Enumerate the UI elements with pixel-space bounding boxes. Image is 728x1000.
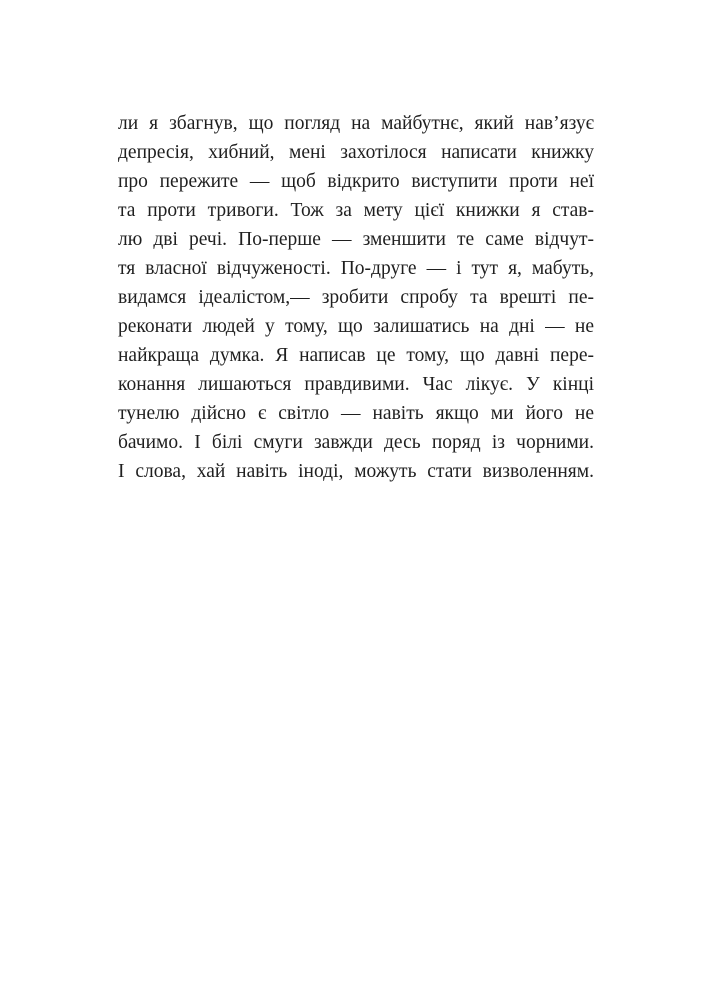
text-line: видамся ідеалістом,— зробити спробу та врешті пе- bbox=[118, 287, 594, 308]
text-line: депресія, хибний, мені захотілося написати книжку bbox=[118, 142, 594, 163]
text-line: ли я збагнув, що погляд на майбутнє, який нав’язує bbox=[118, 113, 594, 134]
text-line: І слова, хай навіть іноді, можуть стати визволенням. bbox=[118, 461, 594, 482]
text-line: бачимо. І білі смуги завжди десь поряд із чорними. bbox=[118, 432, 594, 453]
body-paragraph bbox=[118, 109, 594, 486]
text-line: та проти тривоги. Тож за мету цієї книжки я став- bbox=[118, 200, 594, 221]
text-line: найкраща думка. Я написав це тому, що давні пере- bbox=[118, 345, 594, 366]
text-line: лю дві речі. По-перше — зменшити те саме відчут- bbox=[118, 229, 594, 250]
text-line: про пережите — щоб відкрито виступити проти неї bbox=[118, 171, 594, 192]
text-line: тя власної відчуженості. По-друге — і тут я, мабуть, bbox=[118, 258, 594, 279]
text-line: реконати людей у тому, що залишатись на дні — не bbox=[118, 316, 594, 337]
text-line: конання лишаються правдивими. Час лікує. У кінці bbox=[118, 374, 594, 395]
text-line: тунелю дійсно є світло — навіть якщо ми його не bbox=[118, 403, 594, 424]
